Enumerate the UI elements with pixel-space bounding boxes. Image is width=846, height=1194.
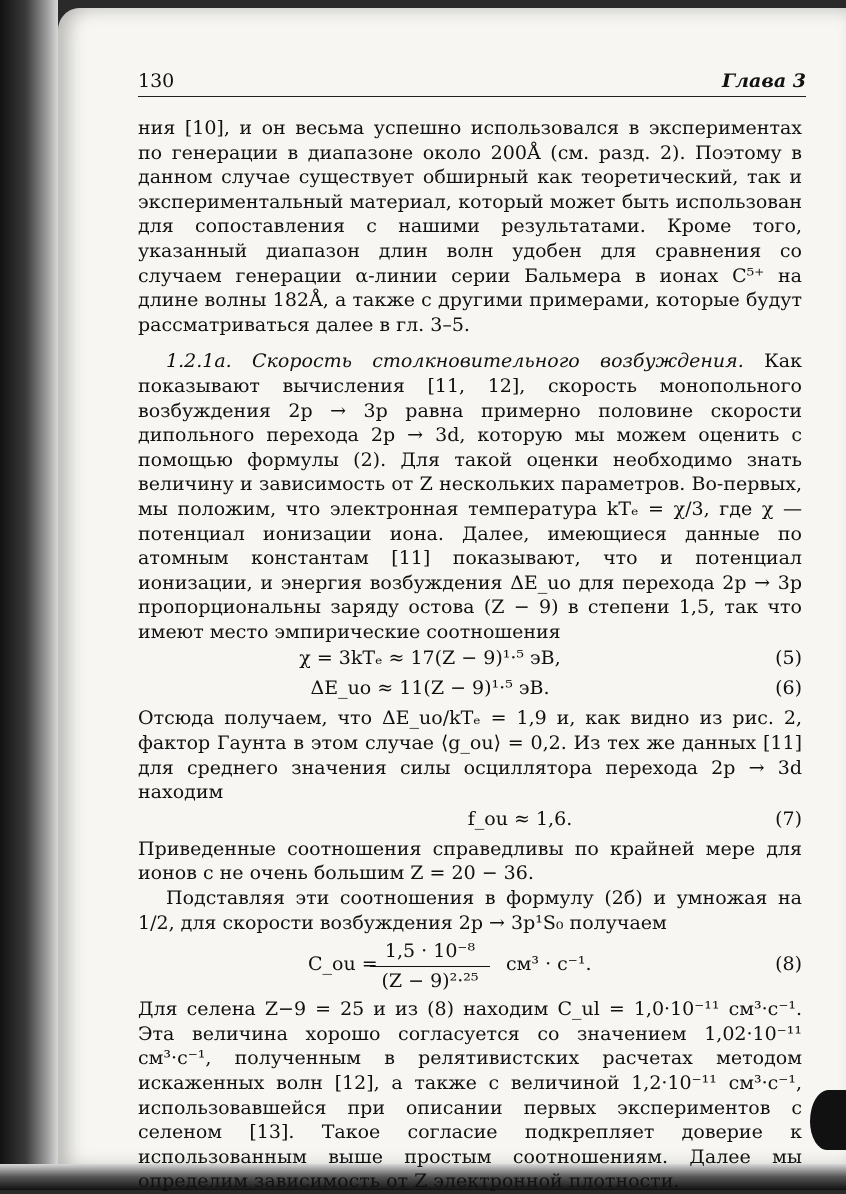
page-number: 130 — [138, 70, 175, 92]
paragraph-3: Отсюда получаем, что ΔE_uo/kTₑ = 1,9 и, как видно из рис. 2, фактор Гаунта в этом случае ⟨g_ou⟩ = 0,2. Из тех же данных [11] для среднего значения силы осциллятора перехода 2p → 3d находим — [138, 707, 802, 804]
scan-left-edge — [0, 0, 58, 1190]
equation-6-formula: ΔE_uo ≈ 11(Z − 9)¹·⁵ эВ. — [310, 677, 550, 700]
scan-corner-blot — [810, 1090, 846, 1150]
equation-5-number: (5) — [775, 647, 802, 670]
paragraph-1: ния [10], и он весьма успешно использовался в экспериментах по генерации в диапазоне около 200Å (см. разд. 2). Поэтому в данном случае существует обширный как теоретический, так и экспериментальный материал, который может быть использован для сопоставления с нашими результатами. Кроме того, указанный диапазон длин волн удобен для сравнения со случаем генерации α-линии серии Бальмера в ионах C⁵⁺ на длине волны 182Å, а также с другими примерами, которые будут рассматриваться далее в гл. 3–5. — [138, 117, 802, 336]
equation-8 — [138, 939, 802, 993]
paragraph-5: Подставляя эти соотношения в формулу (2б) и умножая на 1/2, для скорости возбуждения 2p → 3p¹S₀ получаем — [138, 887, 802, 934]
equation-8-rhs: см³ · с⁻¹. — [506, 953, 592, 976]
equation-6 — [138, 676, 802, 704]
chapter-title: Глава 3 — [722, 70, 806, 92]
paragraph-6: Для селена Z−9 = 25 и из (8) находим C_ul = 1,0·10⁻¹¹ см³·с⁻¹. Эта величина хорошо согласуется со значением 1,02·10⁻¹¹ см³·с⁻¹, полученным в релятивистских расчетах методом искаженных волн [12], а также с величиной 1,2·10⁻¹¹ см³·с⁻¹, использовавшейся при описании первых экспериментов с селеном [13]. Такое согласие подкрепляет доверие к использованным выше простым соотношениям. Далее мы определим зависимость от Z электронной плотности. — [138, 998, 802, 1193]
equation-5-formula: χ = 3kTₑ ≈ 17(Z − 9)¹·⁵ эВ, — [299, 647, 561, 670]
equation-7-formula: f_ou ≈ 1,6. — [467, 807, 573, 830]
equation-7 — [138, 807, 802, 835]
equation-6-number: (6) — [775, 677, 802, 700]
page-header — [138, 66, 806, 97]
equation-7-number: (7) — [775, 807, 802, 830]
page-body — [138, 116, 802, 1194]
paragraph-2 — [138, 349, 802, 644]
equation-8-fraction — [370, 939, 490, 993]
paragraph-2-text: Как показывают вычисления [11, 12], скорость монопольного возбуждения 2p → 3p равна примерно половине скорости дипольного перехода 2p → 3d, которую мы можем оценить с помощью формулы (2). Для такой оценки необходимо знать величину и зависимость от Z нескольких параметров. Во-первых, мы положим, что электронная температура kTₑ = χ/3, где χ — потенциал ионизации иона. Далее, имеющиеся данные по атомным константам [11] показывают, что и потенциал ионизации, и энергия возбуждения ΔE_uo для перехода 2p → 3p пропорциональны заряду остова (Z − 9) в степени 1,5, так что имеют место эмпирические соотношения — [138, 350, 802, 643]
equation-8-number: (8) — [775, 953, 802, 976]
equation-5 — [138, 646, 802, 674]
equation-8-lhs: C_ou = — [308, 953, 378, 976]
paragraph-4: Приведенные соотношения справедливы по крайней мере для ионов с не очень большим Z = 20 − 36. — [138, 837, 802, 885]
equation-8-denominator: (Z − 9)²·²⁵ — [381, 969, 479, 992]
equation-8-numerator: 1,5 · 10⁻⁸ — [370, 939, 490, 967]
section-title: 1.2.1а. Скорость столкновительного возбуждения. — [166, 350, 744, 373]
equation-8-formula — [308, 939, 668, 993]
